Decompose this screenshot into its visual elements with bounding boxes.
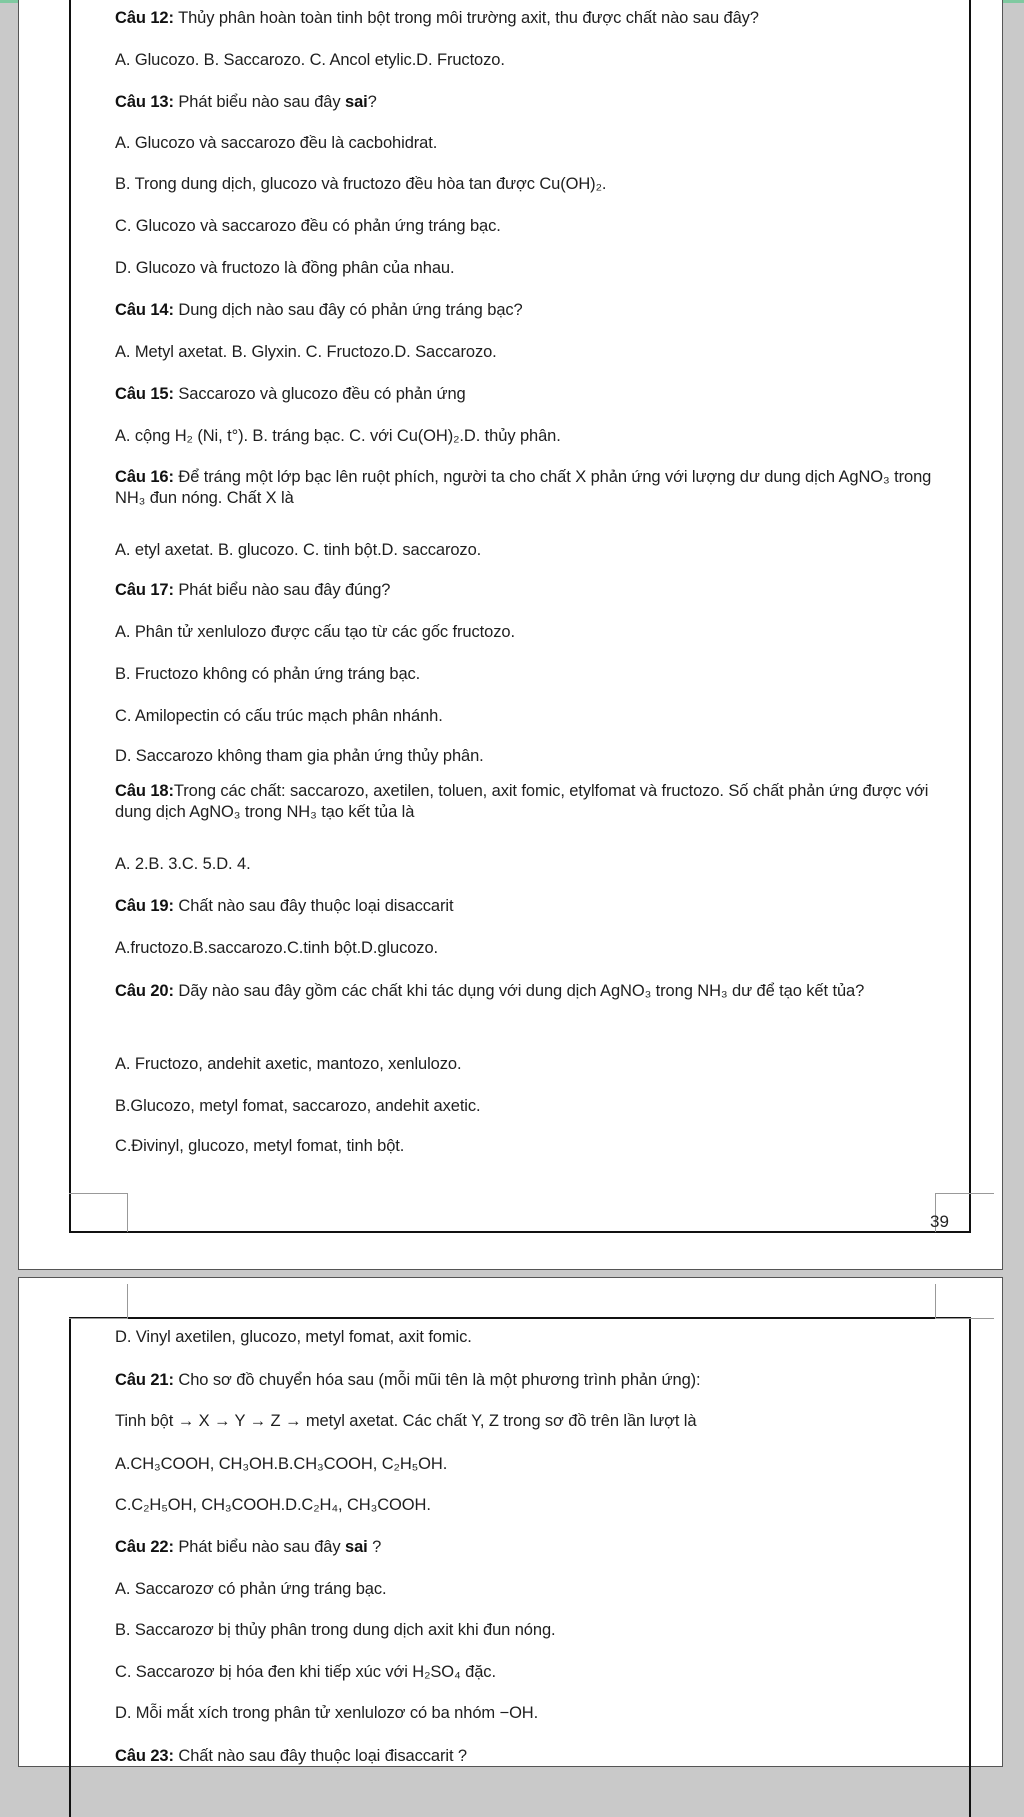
line-text: A. cộng H₂ (Ni, t°). B. tráng bạc. C. với Cu(OH)₂.D. thủy phân. <box>115 427 561 445</box>
line-text: Phát biểu nào sau đây <box>173 1538 345 1556</box>
crop-mark <box>935 1284 994 1319</box>
answer-option <box>115 1496 431 1515</box>
question-number: Câu 23: <box>115 1747 174 1765</box>
line-text: A.fructozo.B.saccarozo.C.tinh bột.D.glucozo. <box>115 939 439 957</box>
line-text: C. Glucozo và saccarozo đều có phản ứng tráng bạc. <box>115 217 501 235</box>
line-text: B. Saccarozơ bị thủy phân trong dung dịch axit khi đun nóng. <box>115 1621 556 1639</box>
document-page-39 <box>18 0 1003 1270</box>
line-text: Để tráng một lớp bạc lên ruột phích, người ta cho chất X phản ứng với lượng dư dung dịch AgNO₃ trong NH₃ đun nóng. Chất X là <box>115 468 932 507</box>
line-text: B. Fructozo không có phản ứng tráng bạc. <box>115 665 421 683</box>
answer-option <box>115 175 606 194</box>
answer-option <box>115 541 481 560</box>
question-text <box>115 781 935 823</box>
line-text: Trong các chất: saccarozo, axetilen, toluen, axit fomic, etylfomat và fructozo. Số chất phản ứng được với dung dịch AgNO₃ trong NH₃ tạo kết tủa là <box>115 782 929 821</box>
emphasis-text: sai <box>345 93 368 111</box>
answer-option <box>115 747 484 766</box>
crop-mark <box>69 1284 128 1319</box>
line-text: ? <box>367 93 377 111</box>
line-text: A. 2.B. 3.C. 5.D. 4. <box>115 855 251 873</box>
line-text: C.C₂H₅OH, CH₃COOH.D.C₂H₄, CH₃COOH. <box>115 1496 431 1514</box>
answer-option <box>115 1621 556 1640</box>
answer-option <box>115 51 505 70</box>
line-text: Dãy nào sau đây gồm các chất khi tác dụng với dung dịch AgNO₃ trong NH₃ dư để tạo kết tủa? <box>173 982 865 1000</box>
line-text: A. Saccarozơ có phản ứng tráng bạc. <box>115 1580 387 1598</box>
answer-option <box>115 1663 496 1682</box>
question-text <box>115 9 759 28</box>
question-text <box>115 897 453 916</box>
line-text: C. Saccarozơ bị hóa đen khi tiếp xúc với H₂SO₄ đặc. <box>115 1663 496 1681</box>
answer-option <box>115 259 454 278</box>
document-page-40 <box>18 1277 1003 1767</box>
answer-option <box>115 1097 481 1116</box>
answer-option <box>115 939 438 958</box>
answer-option <box>115 1704 538 1723</box>
line-text: D. Glucozo và fructozo là đồng phân của nhau. <box>115 259 455 277</box>
line-text: D. Mỗi mắt xích trong phân tử xenlulozơ có ba nhóm −OH. <box>115 1704 539 1722</box>
question-text <box>115 1747 467 1766</box>
line-text: D. Vinyl axetilen, glucozo, metyl fomat, axit fomic. <box>115 1328 472 1346</box>
answer-option <box>115 1055 461 1074</box>
question-number: Câu 12: <box>115 9 174 27</box>
answer-option <box>115 665 420 684</box>
answer-option <box>115 217 501 236</box>
answer-option <box>115 707 443 726</box>
answer-option <box>115 1328 472 1347</box>
question-number: Câu 21: <box>115 1371 174 1389</box>
line-text: D. Saccarozo không tham gia phản ứng thủy phân. <box>115 747 484 765</box>
crop-mark <box>69 1193 128 1232</box>
answer-option <box>115 427 561 446</box>
line-text: A. Phân tử xenlulozo được cấu tạo từ các gốc fructozo. <box>115 623 515 641</box>
line-text: A. Glucozo. B. Saccarozo. C. Ancol etylic.D. Fructozo. <box>115 51 505 69</box>
page-border-frame <box>69 1317 971 1817</box>
question-text <box>115 581 390 600</box>
answer-option <box>115 134 437 153</box>
line-text: Tinh bột → X → Y → Z → metyl axetat. Các chất Y, Z trong sơ đồ trên lần lượt là <box>115 1412 697 1430</box>
line-text: A.CH₃COOH, CH₃OH.B.CH₃COOH, C₂H₅OH. <box>115 1455 448 1473</box>
answer-option <box>115 1455 447 1474</box>
question-number: Câu 19: <box>115 897 174 915</box>
line-text: Chất nào sau đây thuộc loại disaccarit <box>173 897 454 915</box>
answer-option <box>115 1580 387 1599</box>
answer-option <box>115 1137 404 1156</box>
question-text <box>115 981 935 1002</box>
line-text: Phát biểu nào sau đây <box>173 93 345 111</box>
line-text: Cho sơ đồ chuyển hóa sau (mỗi mũi tên là một phương trình phản ứng): <box>173 1371 701 1389</box>
question-text <box>115 1371 701 1390</box>
line-text: Dung dịch nào sau đây có phản ứng tráng bạc? <box>173 301 523 319</box>
question-text <box>115 93 377 112</box>
question-text <box>115 1538 381 1557</box>
question-number: Câu 22: <box>115 1538 174 1556</box>
line-text: Saccarozo và glucozo đều có phản ứng <box>173 385 466 403</box>
question-number: Câu 15: <box>115 385 174 403</box>
line-text: A. etyl axetat. B. glucozo. C. tinh bột.D. saccarozo. <box>115 541 482 559</box>
question-text <box>115 385 466 404</box>
emphasis-text: sai <box>345 1538 368 1556</box>
answer-option <box>115 343 497 362</box>
question-number: Câu 16: <box>115 468 174 486</box>
line-text: A. Metyl axetat. B. Glyxin. C. Fructozo.D. Saccarozo. <box>115 343 497 361</box>
line-text: C.Đivinyl, glucozo, metyl fomat, tinh bột. <box>115 1137 405 1155</box>
line-text: B.Glucozo, metyl fomat, saccarozo, andehit axetic. <box>115 1097 481 1115</box>
line-text: Thủy phân hoàn toàn tinh bột trong môi trường axit, thu được chất nào sau đây? <box>173 9 759 27</box>
line-text: Chất nào sau đây thuộc loại đisaccarit ? <box>173 1747 467 1765</box>
line-text: Phát biểu nào sau đây đúng? <box>173 581 391 599</box>
line-text: A. Glucozo và saccarozo đều là cacbohidrat. <box>115 134 438 152</box>
question-text <box>115 467 935 509</box>
answer-option <box>115 1412 696 1431</box>
question-number: Câu 17: <box>115 581 174 599</box>
question-number: Câu 18: <box>115 782 174 800</box>
question-number: Câu 20: <box>115 982 174 1000</box>
question-text <box>115 301 523 320</box>
answer-option <box>115 623 515 642</box>
question-number: Câu 14: <box>115 301 174 319</box>
question-number: Câu 13: <box>115 93 174 111</box>
line-text: B. Trong dung dịch, glucozo và fructozo đều hòa tan được Cu(OH)₂. <box>115 175 607 193</box>
line-text: A. Fructozo, andehit axetic, mantozo, xenlulozo. <box>115 1055 462 1073</box>
line-text: C. Amilopectin có cấu trúc mạch phân nhánh. <box>115 707 443 725</box>
page-number: 39 <box>930 1212 949 1231</box>
answer-option <box>115 855 251 874</box>
line-text: ? <box>367 1538 382 1556</box>
